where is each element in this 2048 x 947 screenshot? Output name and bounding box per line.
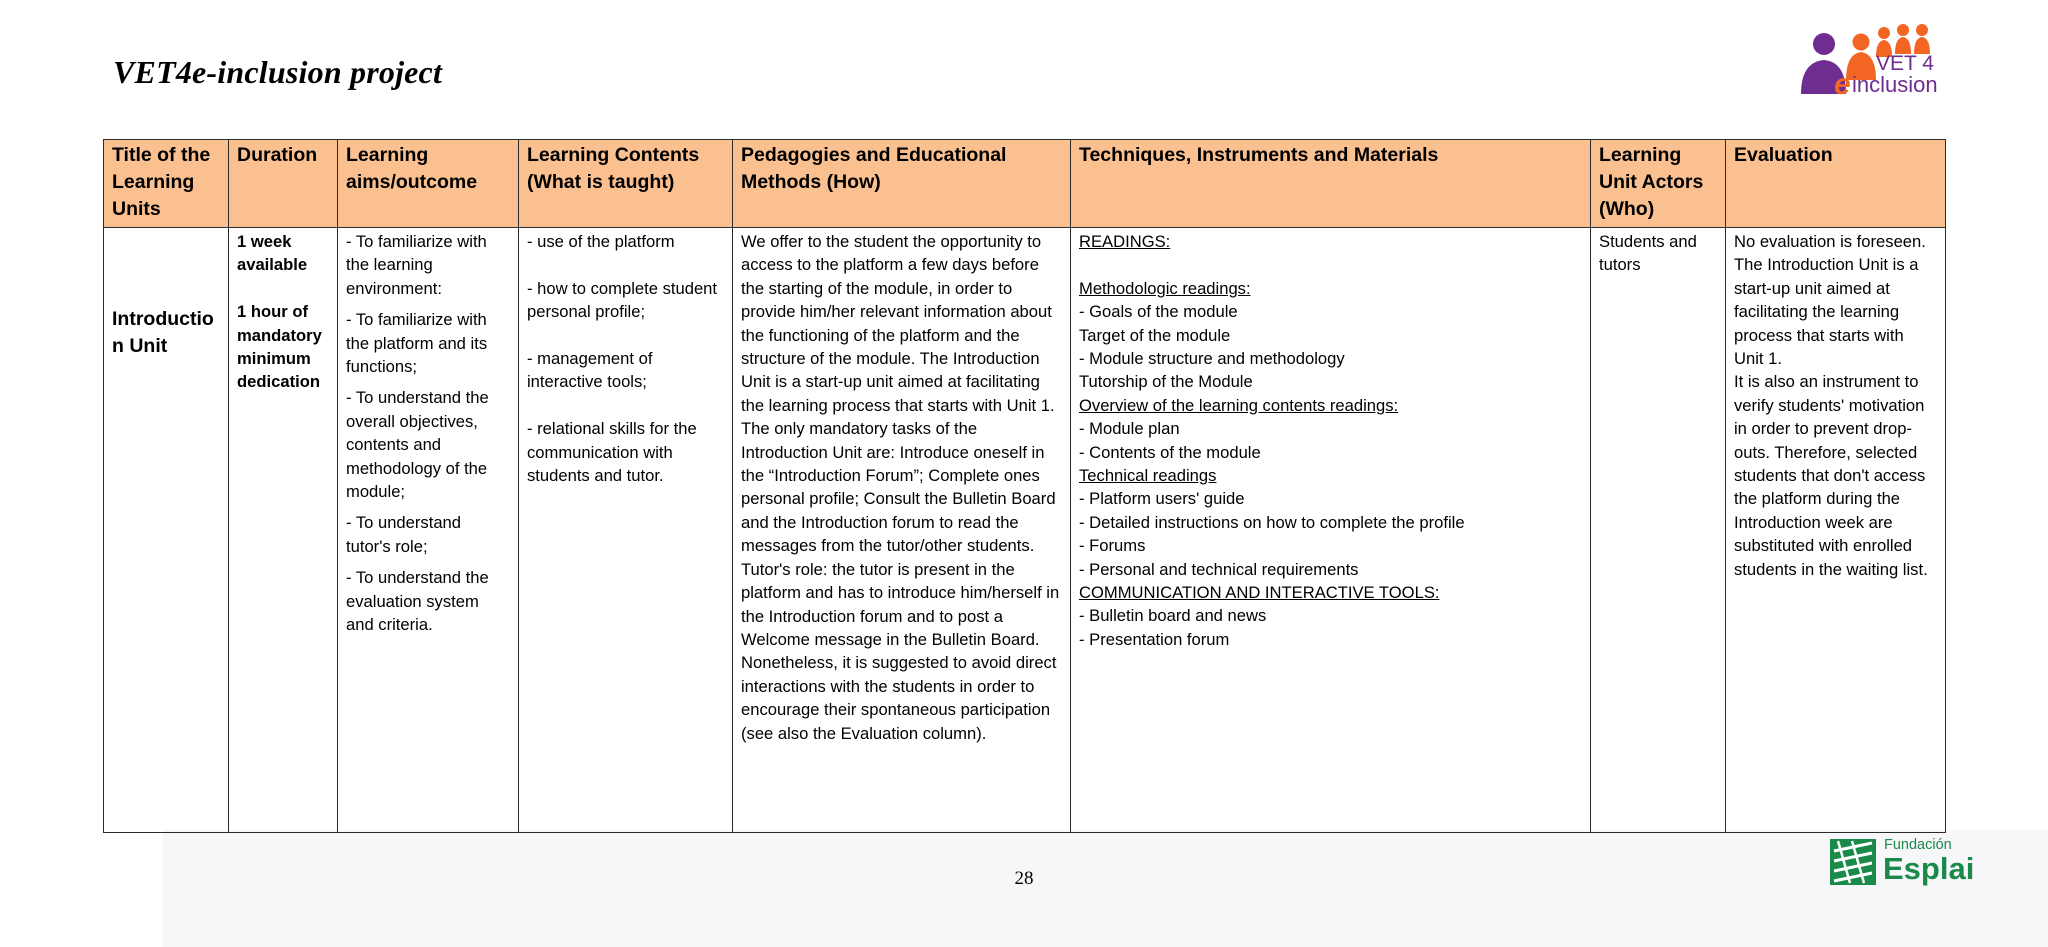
actors-cell (1591, 228, 1726, 833)
header-learning-aims: Learning aims/outcome (338, 140, 519, 228)
logo-letter-e: e (1834, 68, 1851, 96)
page-shadow (163, 830, 2048, 947)
list-item: Tutorship of the Module (1079, 372, 1253, 392)
aims-cell (338, 228, 519, 833)
table-header-row (104, 140, 1946, 228)
header-title-of-units: Title of the Learning Units (104, 140, 229, 228)
communication-heading: COMMUNICATION AND INTERACTIVE TOOLS: (1079, 583, 1440, 603)
logo-text-bottom: inclusion (1852, 72, 1938, 96)
header-learning-contents: Learning Contents (What is taught) (519, 140, 733, 228)
unit-title: Introductio n Unit (112, 308, 214, 357)
page-number: 28 (1014, 868, 1034, 889)
list-item: - Personal and technical requirements (1079, 559, 1359, 579)
list-item: - Module structure and methodology (1079, 349, 1345, 369)
evaluation-cell (1726, 228, 1946, 833)
header-evaluation: Evaluation (1726, 140, 1946, 228)
vet4einclusion-logo (1796, 22, 1942, 96)
readings-heading: READINGS: (1079, 232, 1171, 251)
fundacion-esplai-logo (1828, 837, 1975, 889)
aim-item: - To understand tutor's role; (346, 513, 462, 556)
header-duration: Duration (229, 140, 338, 228)
duration-available: 1 week available (237, 232, 308, 275)
pedagogies-text: We offer to the student the opportunity to access to the platform a few days before the starting of the module, in order to provide him/her relevant information about the functioning of the platform and the structure of the module. The Introduction Unit is a start-up unit aimed at facilitating the learning process that starts with Unit 1. The only mandatory tasks of the Introduction Unit are: Introduce oneself in the “Introduction Forum”; Complete ones personal profile; Consult the Bulletin Board and the Introduction forum to read the messages from the tutor/other students. Tutor's role: the tutor is present in the platform and has to introduce him/herself in the Introduction forum and to post a Welcome message in the Bulletin Board. Nonetheless, it is suggested to avoid direct interactions with the students in order to encourage their spontaneous participation (see also the Evaluation column). (741, 232, 1060, 743)
aim-item: - To understand the evaluation system and criteria. (346, 568, 489, 635)
esplai-big-text: Esplai (1883, 851, 1975, 886)
methodologic-heading: Methodologic readings: (1079, 278, 1251, 298)
content-item: - use of the platform (527, 232, 675, 251)
overview-heading: Overview of the learning contents readings: (1079, 395, 1399, 415)
content-item: - relational skills for the communication with students and tutor. (527, 419, 697, 486)
esplai-emblem-icon (1828, 837, 1878, 889)
esplai-small-text: Fundación (1884, 837, 1952, 853)
vet4einclusion-logo-graphic (1796, 22, 1942, 96)
actors-text: Students and tutors (1599, 232, 1697, 275)
content-item: - management of interactive tools; (527, 349, 653, 392)
duration-cell (229, 228, 338, 833)
aim-item: - To understand the overall objectives, contents and methodology of the module; (346, 388, 489, 502)
list-item: - Goals of the module (1079, 302, 1238, 322)
list-item: Target of the module (1079, 325, 1231, 345)
logo-text-top: VET 4 (1876, 52, 1934, 75)
duration-mandatory: 1 hour of mandatory minimum dedication (237, 302, 322, 392)
document-title: VET4e-inclusion project (113, 54, 443, 90)
list-item: - Presentation forum (1079, 629, 1230, 649)
contents-cell (519, 228, 733, 833)
unit-title-cell (104, 228, 229, 833)
list-item: - Forums (1079, 536, 1146, 556)
aim-item: - To familiarize with the platform and its functions; (346, 310, 488, 377)
list-item: - Module plan (1079, 419, 1180, 439)
list-item: - Contents of the module (1079, 442, 1261, 462)
list-item: - Detailed instructions on how to complete the profile (1079, 512, 1465, 532)
header-actors: Learning Unit Actors (Who) (1591, 140, 1726, 228)
technical-heading: Technical readings (1079, 466, 1217, 486)
techniques-cell (1071, 228, 1591, 833)
pedagogies-cell (733, 228, 1071, 833)
learning-unit-table (103, 139, 1946, 833)
table-row (104, 228, 1946, 833)
content-item: - how to complete student personal profile; (527, 278, 718, 322)
aim-item: - To familiarize with the learning environment: (346, 232, 487, 298)
list-item: - Platform users' guide (1079, 489, 1245, 509)
header-pedagogies: Pedagogies and Educational Methods (How) (733, 140, 1071, 228)
evaluation-text: No evaluation is foreseen. The Introduction Unit is a start-up unit aimed at facilitating the learning process that starts with Unit 1. It is also an instrument to verify students' motivation in order to prevent drop-outs. Therefore, selected students that don't access the platform during the Introduction week are substituted with enrolled students in the waiting list. (1734, 232, 1928, 579)
header-techniques: Techniques, Instruments and Materials (1071, 140, 1591, 228)
list-item: - Bulletin board and news (1079, 606, 1267, 626)
